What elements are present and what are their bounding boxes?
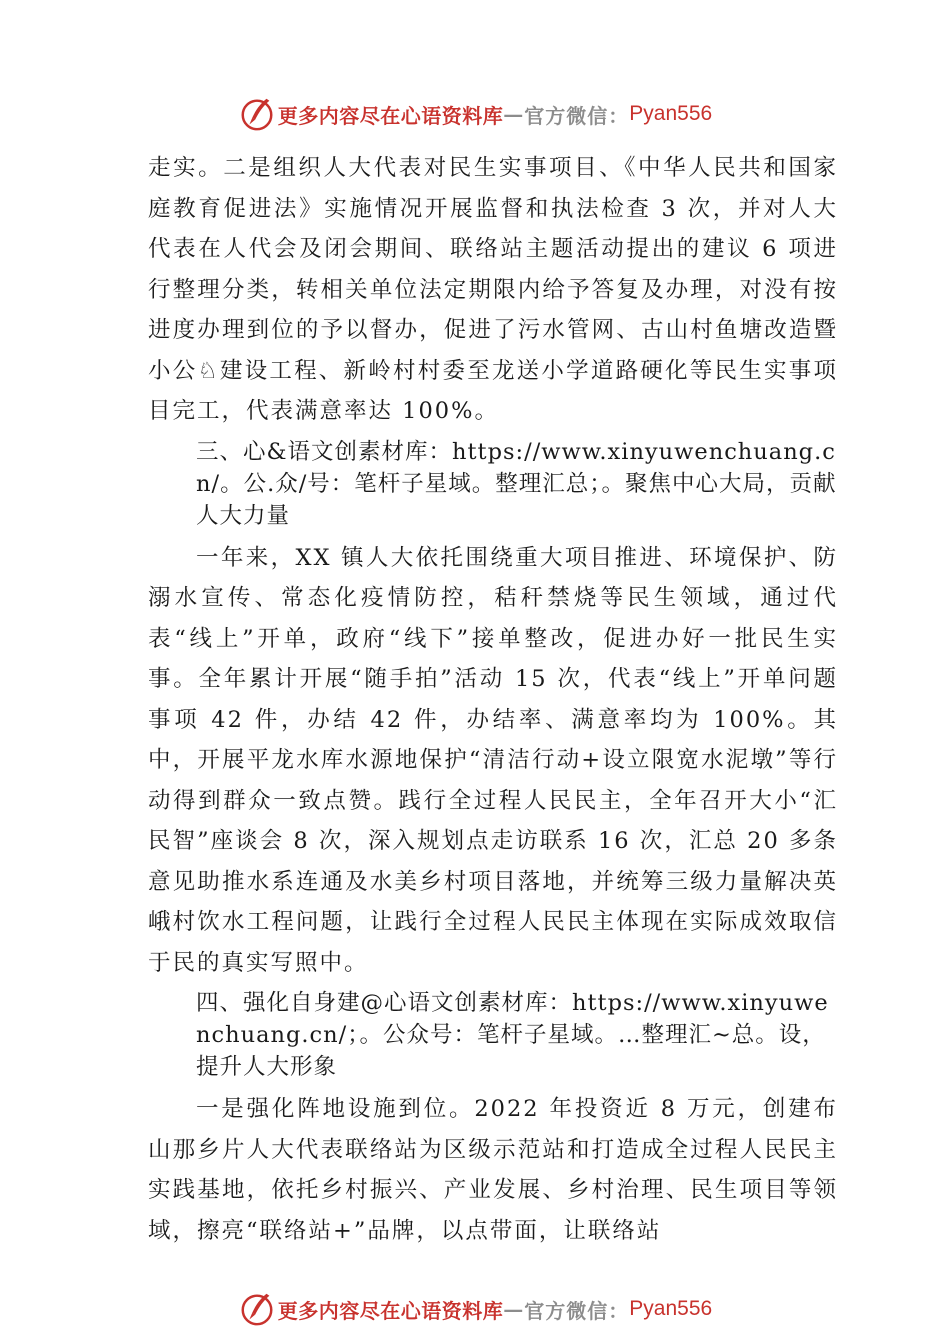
document-body [148, 148, 838, 1251]
quill-seal-icon [238, 1290, 276, 1328]
section-heading-3: 三、心&语文创素材库：https://www.xinyuwenchuang.cn/。公.众/号：笔杆子星域。整理汇总；。聚焦中心大局，贡献人大力量 [196, 438, 837, 529]
header-banner [0, 94, 950, 134]
section-heading-4: 四、强化自身建@心语文创素材库：https://www.xinyuwenchuang.cn/；。公众号：笔杆子星域。…整理汇~总。设，提升人大形象 [196, 990, 829, 1080]
banner-dash: — [503, 1297, 525, 1321]
paragraph-2: 一年来，XX 镇人大依托围绕重大项目推进、环境保护、防溺水宣传、常态化疫情防控，秸秆禁烧等民生领域，通过代表“线上”开单，政府“线下”接单整改，促进办好一批民生实事。全年累计开展“随手拍”活动 15 次，代表“线上”开单问题事项 42 件，办结 42 件，办结率、满意率均为 100%。其中，开展平龙水库水源地保护“清洁行动+设立限宽水泥墩”等行动得到群众一致点赞。践行全过程人民民主，全年召开大小“汇民智”座谈会 8 次，深入规划点走访联系 16 次，汇总 20 多条意见助推水系连通及水美乡村项目落地，并统筹三级力量解决英峨村饮水工程问题，让践行全过程人民民主体现在实际成效取信于民的真实写照中。 [148, 544, 838, 976]
banner-wechat-label: 官方微信： [524, 1298, 630, 1323]
banner-wechat-id: Pyan556 [629, 102, 713, 125]
paragraph-3: 一是强化阵地设施到位。2022 年投资近 8 万元，创建布山那乡片人大代表联络站为区级示范站和打造成全过程人民民主实践基地，依托乡村振兴、产业发展、乡村治理、民生项目等领域，擦亮“联络站+”品牌，以点带面，让联络站 [148, 1096, 838, 1244]
footer-banner [0, 1289, 950, 1329]
quill-seal-icon [238, 95, 276, 133]
banner-wechat-id: Pyan556 [629, 1297, 713, 1320]
paragraph-1: 走实。二是组织人大代表对民生实事项目、《中华人民共和国家庭教育促进法》实施情况开展监督和执法检查 3 次，并对人大代表在人代会及闭会期间、联络站主题活动提出的建议 6 项进行整理分类，转相关单位法定期限内给予答复及办理，对没有按进度办理到位的予以督办，促进了污水管网、古山村鱼塘改造暨小公♘建设工程、新岭村村委至龙送小学道路硬化等民生实事项目完工，代表满意率达 100%。 [148, 155, 838, 424]
banner-title: 更多内容尽在心语资料库 [277, 103, 504, 128]
banner-dash: — [503, 102, 525, 126]
banner-title: 更多内容尽在心语资料库 [277, 1298, 504, 1323]
banner-wechat-label: 官方微信： [524, 103, 630, 128]
